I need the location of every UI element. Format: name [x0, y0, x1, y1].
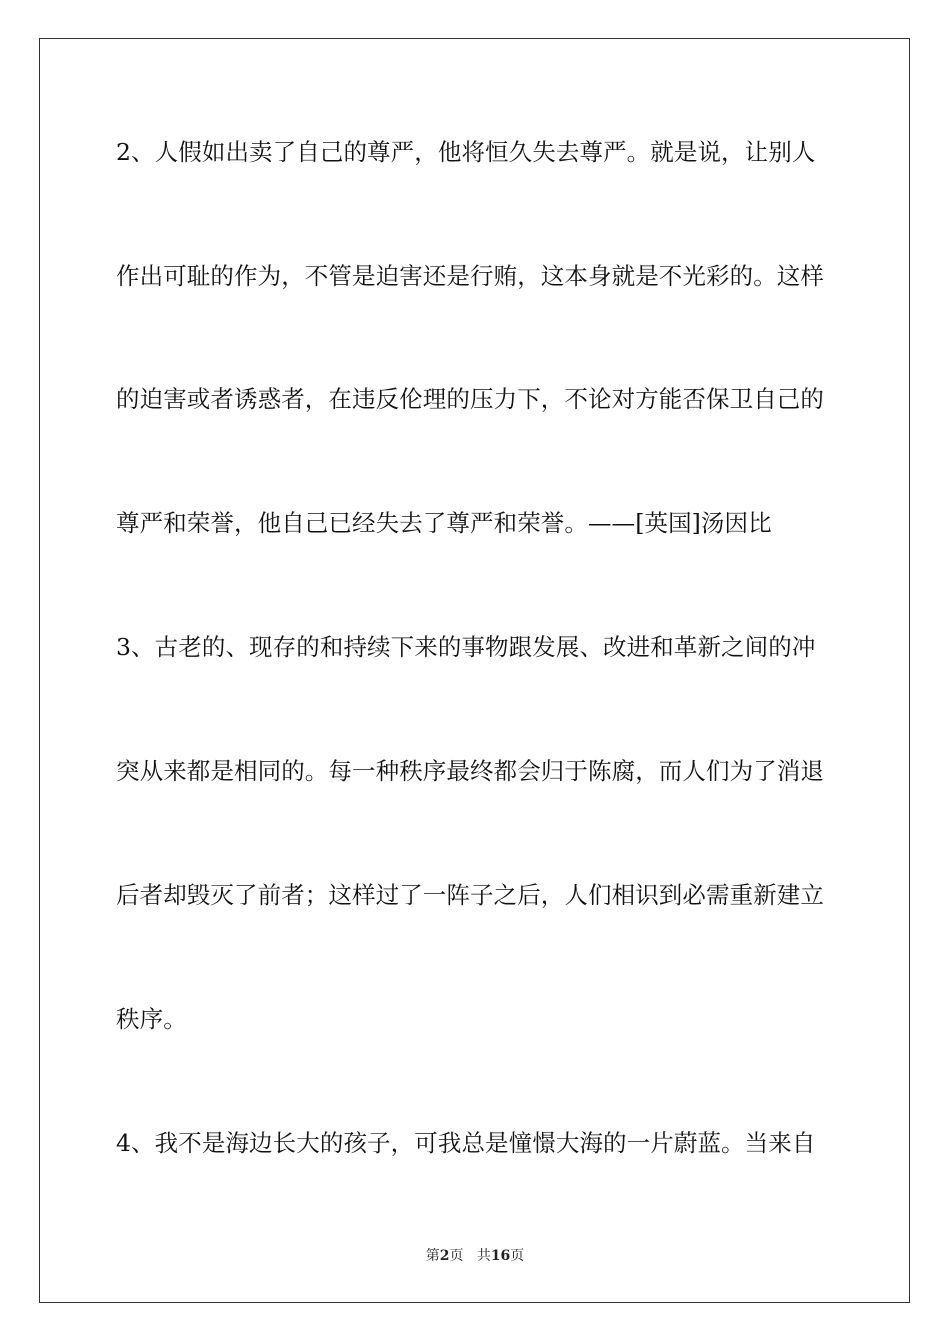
page-number: 2: [439, 1248, 450, 1264]
total-prefix: 共: [476, 1248, 491, 1264]
text-line: 3、古老的、现存的和持续下来的事物跟发展、改进和革新之间的冲: [116, 633, 816, 661]
text-line: 作出可耻的作为，不管是迫害还是行贿，这本身就是不光彩的。这样: [116, 262, 824, 290]
text-line: 2、人假如出卖了自己的尊严，他将恒久失去尊严。就是说，让别人: [116, 138, 816, 166]
text-line: 的迫害或者诱惑者，在违反伦理的压力下，不论对方能否保卫自己的: [116, 385, 824, 413]
page-suffix: 页: [449, 1248, 464, 1264]
text-line: 秩序。: [116, 1005, 187, 1033]
page-border: [39, 38, 910, 1303]
text-line: 突从来都是相同的。每一种秩序最终都会归于陈腐，而人们为了消退: [116, 757, 824, 785]
page-prefix: 第: [425, 1248, 440, 1264]
text-line: 尊严和荣誉，他自己已经失去了尊严和荣誉。——[英国]汤因比: [116, 509, 772, 537]
text-line: 4、我不是海边长大的孩子，可我总是憧憬大海的一片蔚蓝。当来自: [116, 1129, 816, 1157]
page-footer: [0, 1246, 950, 1266]
text-line: 后者却毁灭了前者；这样过了一阵子之后，人们相识到必需重新建立: [116, 881, 824, 909]
total-pages: 16: [490, 1248, 511, 1264]
total-suffix: 页: [510, 1248, 525, 1264]
